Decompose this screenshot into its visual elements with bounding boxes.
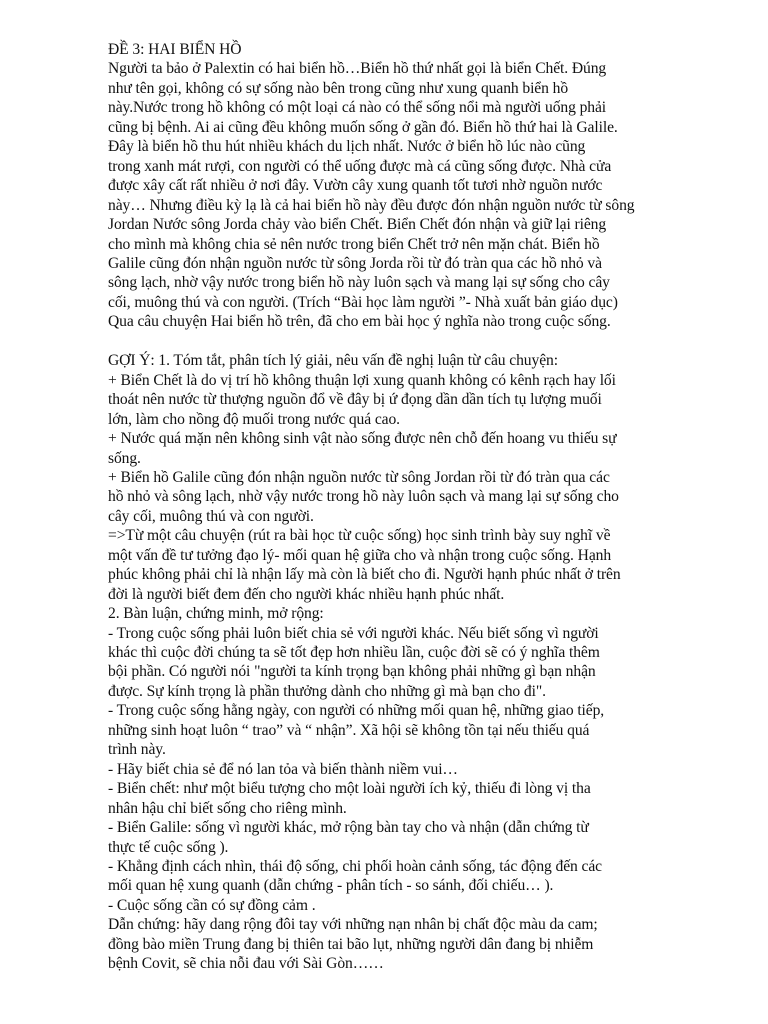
hint-heading: GỢI Ý: 1. Tóm tắt, phân tích lý giải, nêu vấn đề nghị luận từ câu chuyện: — [108, 352, 558, 370]
hint-line: - Biển Galile: sống vì người khác, mở rộng bàn tay cho và nhận (dẫn chứng từ — [108, 819, 589, 837]
hint-line: những sinh hoạt luôn “ trao” và “ nhận”. Xã hội sẽ không tồn tại nếu thiếu quá — [108, 721, 590, 739]
document-body — [108, 40, 728, 974]
hint-line: - Cuộc sống cần có sự đồng cảm . — [108, 896, 316, 914]
story-line: Đây là biển hồ thu hút nhiều khách du lịch nhất. Nước ở biển hồ lúc nào cũng — [108, 138, 586, 156]
hint-line: - Trong cuộc sống phải luôn biết chia sẻ với người khác. Nếu biết sống vì người — [108, 624, 599, 642]
story-line: Galile cũng đón nhận nguồn nước từ sông Jorda rồi từ đó tràn qua các hồ nhỏ và — [108, 254, 602, 272]
hint-line: + Biển hồ Galile cũng đón nhận nguồn nước từ sông Jordan rồi từ đó tràn qua các — [108, 468, 610, 486]
hint-line: sống. — [108, 449, 141, 467]
hint-line: - Biển chết: như một biểu tượng cho một loài người ích kỷ, thiếu đi lòng vị tha — [108, 780, 591, 798]
hint-subheading: 2. Bàn luận, chứng minh, mở rộng: — [108, 605, 324, 623]
hint-line: Dẫn chứng: hãy dang rộng đôi tay với những nạn nhân bị chất độc màu da cam; — [108, 916, 598, 934]
hint-line: mối quan hệ xung quanh (dẫn chứng - phân tích - so sánh, đối chiếu… ). — [108, 877, 554, 895]
hint-line: đời là người biết đem đến cho người khác nhiều hạnh phúc nhất. — [108, 585, 505, 603]
story-line: được xây cất rất nhiều ở nơi đây. Vườn cây xung quanh tốt tươi nhờ nguồn nước — [108, 177, 603, 195]
hint-line: bội phần. Có người nói "người ta kính trọng bạn không phải những gì bạn nhận — [108, 663, 596, 681]
document-title: ĐỀ 3: HAI BIỂN HỒ — [108, 41, 242, 58]
story-line: Người ta bảo ở Palextin có hai biển hồ…Biển hồ thứ nhất gọi là biển Chết. Đúng — [108, 60, 607, 78]
hint-line: hồ nhỏ và sông lạch, nhờ vậy nước trong hồ này luôn sạch và mang lại sự sống cho — [108, 488, 619, 506]
story-line: này… Nhưng điều kỳ lạ là cả hai biển hồ này đều được đón nhận nguồn nước từ sông — [108, 196, 635, 214]
story-paragraph — [108, 59, 728, 331]
story-line: sông lạch, nhờ vậy nước trong biển hồ này luôn sạch và mang lại sự sống cho cây — [108, 274, 610, 292]
hint-line: cây cối, muông thú và con người. — [108, 507, 314, 525]
story-line: trong xanh mát rượi, con người có thể uống được mà cá cũng sống được. Nhà cửa — [108, 157, 612, 175]
paragraph-spacer — [108, 332, 728, 351]
story-line: như tên gọi, không có sự sống nào bên trong cũng như xung quanh biển hồ — [108, 79, 569, 97]
hint-line: + Nước quá mặn nên không sinh vật nào sống được nên chỗ đến hoang vu thiếu sự — [108, 430, 617, 448]
hint-line: đồng bào miền Trung đang bị thiên tai bão lụt, những người dân đang bị nhiễm — [108, 935, 594, 953]
hint-line: phúc không phải chỉ là nhận lấy mà còn là biết cho đi. Người hạnh phúc nhất ở trên — [108, 566, 621, 584]
question-line: Qua câu chuyện Hai biển hồ trên, đã cho em bài học ý nghĩa nào trong cuộc sống. — [108, 313, 611, 331]
story-line: cho mình mà không chia sẻ nên nước trong biển Chết trở nên mặn chát. Biển hồ — [108, 235, 600, 253]
story-line: cối, muông thú và con người. (Trích “Bài học làm người ”- Nhà xuất bản giáo dục) — [108, 293, 618, 311]
story-line: này.Nước trong hồ không có một loại cá nào có thể sống nổi mà người uống phải — [108, 99, 607, 117]
hint-line: bệnh Covit, sẽ chia nỗi đau với Sài Gòn…… — [108, 955, 384, 973]
hint-line: được. Sự kính trọng là phần thưởng dành cho những gì mà bạn cho đi". — [108, 682, 546, 700]
hint-line: trình này. — [108, 741, 166, 759]
hint-line: một vấn đề tư tưởng đạo lý- mối quan hệ giữa cho và nhận trong cuộc sống. Hạnh — [108, 546, 612, 564]
hint-line: - Trong cuộc sống hằng ngày, con người có những mối quan hệ, những giao tiếp, — [108, 702, 605, 720]
story-line: cũng bị bệnh. Ai ai cũng đều không muốn sống ở gần đó. Biển hồ thứ hai là Galile. — [108, 118, 618, 136]
story-line: Jordan Nước sông Jorda chảy vào biển Chết. Biển Chết đón nhận và giữ lại riêng — [108, 216, 607, 234]
hint-line: thoát nên nước từ thượng nguồn đổ về đây bị ứ đọng dần dần tích tụ lượng muối — [108, 391, 602, 409]
hint-line: khác thì cuộc đời chúng ta sẽ tốt đẹp hơn nhiều lần, cuộc đời sẽ có ý nghĩa thêm — [108, 644, 600, 662]
hint-line: nhân hậu chỉ biết sống cho riêng mình. — [108, 799, 347, 817]
hint-section — [108, 351, 728, 974]
hint-line: + Biển Chết là do vị trí hồ không thuận lợi xung quanh không có kênh rạch hay lối — [108, 371, 616, 389]
hint-line: =>Từ một câu chuyện (rút ra bài học từ cuộc sống) học sinh trình bày suy nghĩ về — [108, 527, 611, 545]
hint-line: - Khẳng định cách nhìn, thái độ sống, chi phối hoàn cảnh sống, tác động đến các — [108, 858, 603, 876]
hint-line: - Hãy biết chia sẻ để nó lan tỏa và biến thành niềm vui… — [108, 760, 458, 778]
hint-line: lớn, làm cho nồng độ muối trong nước quá cao. — [108, 410, 400, 428]
hint-line: thực tế cuộc sống ). — [108, 838, 229, 856]
